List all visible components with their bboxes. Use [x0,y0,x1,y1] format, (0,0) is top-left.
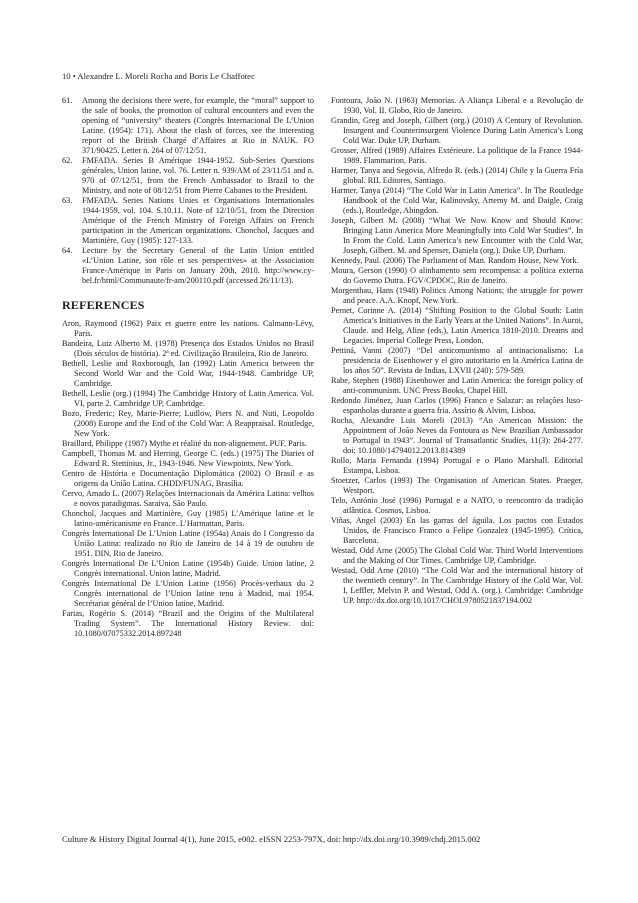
reference-entry: Redondo Jiménez, Juan Carlos (1996) Franco e Salazar: as relações luso-espanholas durante a guerra fria. Assírio & Alvim, Lisboa. [331,396,583,415]
reference-entry: Bethell, Leslie (org.) (1994) The Cambridge History of Latin America. Vol. VI, parte 2. Cambridge UP, Cambridge. [62,389,314,408]
endnote-text: FMFADA. Series B Amérique 1944-1952. Sub-Series Questions générales, Union latine, vol. 76. Letter n. 939/AM of 23/11/51 and n. 970 of 07/12/51, from the French Ambassador to Brazil to the Ministry, and note of 08/12/51 from Pierre Cabanes to the President. [82,156,314,195]
reference-entry: Harmer, Tanya and Segovia, Alfredo R. (eds.) (2014) Chile y la Guerra Fría global. RIL Editores, Santiago. [331,166,583,185]
endnote-text: Lecture by the Secretary General of the Latin Union entitled «L’Union Latine, son rôle et ses perspectives» at the Association France-Amérique in Paris on January 20th, 2010. http://www.cy-bel.fr/html/Communaute/fr-am/200110.pdf (accessed 26/11/13). [82,246,314,285]
endnote-text: Among the decisions there were, for example, the “moral” support to the sale of books, the promotion of cultural encounters and even the opening of “university” theaters (Congrès Internacional De L’Union Latine. (1954): 171). About the clash of forces, see the interesting report of the British Chargé d’Affaires at Rio in NAUK. FO 371/90425. Letter n. 264 of 07/12/51. [82,96,314,155]
reference-entry: Grandin, Greg and Joseph, Gilbert (org.) (2010) A Century of Revolution. Insurgent and Counterinsurgent Violence During Latin America’s Long Cold War. Duke UP, Durham. [331,116,583,145]
reference-entry: Stoetzer, Carlos (1993) The Organisation of American States. Praeger, Westport. [331,476,583,495]
reference-entry: Bozo, Frederic; Rey, Marie-Pierre; Ludlow, Piers N. and Nuti, Leopoldo (2008) Europe and the End of the Cold War: A Reappraisal. Routledge, New York. [62,409,314,438]
endnote-number: 61. [62,96,73,105]
reference-entry: Chonchol, Jacques and Martinière, Guy (1985) L’Amérique latine et le latino-américanisme en France. L’Harmattan, Paris. [62,509,314,528]
reference-entry: Aron, Raymond (1962) Paix et guerre entre les nations. Calmann-Lévy, Paris. [62,319,314,338]
reference-entry: Viñas, Angel (2003) En las garras del águila. Los pactos con Estados Unidos, de Francisco Franco a Felipe Gonzalez (1945-1995). Crítica, Barcelona. [331,516,583,545]
reference-entry: Congrès International De L’Union Latine (1954a) Anais do I Congresso da União Latina: realizado no Rio de Janeiro de 14 à 19 de outubro de 1951. DIN, Rio de Janeiro. [62,529,314,558]
endnote [62,156,314,196]
reference-entry: Moura, Gerson (1990) O alinhamento sem recompensa: a política externa do Governo Dutra. FGV/CPDOC, Rio de Janeiro. [331,266,583,285]
reference-entry: Telo, António José (1996) Portugal e a NATO, o reencontro da tradição atlântica. Cosmos, Lisboa. [331,496,583,515]
reference-entry: Rocha, Alexandre Luis Moreli (2013) “An American Mission: the Appointment of João Neves da Fontoura as New Brazilian Ambassador to Portugal in 1943”. Journal of Transatlantic Studies, 11(3): 264-277. doi: 10.1080/14794012.2013.814389 [331,416,583,455]
reference-entry: Fontoura, João N. (1963) Memorias. A Aliança Liberal e a Revolução de 1930, Vol. II. Globo, Rio de Janeiro. [331,96,583,115]
reference-entry: Harmer, Tanya (2014) “The Cold War in Latin America”. In The Routledge Handbook of the Cold War, Kalinovsky, Artemy M. and Daigle, Craig (eds.), Routledge, Abingdon. [331,186,583,215]
reference-entry: Farias, Rogério S. (2014) “Brazil and the Origins of the Multilateral Trading System”. The International History Review. doi: 10.1080/07075332.2014.897248 [62,609,314,638]
reference-entry: Bandeira, Luiz Alberto M. (1978) Presença dos Estados Unidos no Brasil (Dois séculos de história). 2ª ed. Civilização Brasileira, Rio de Janeiro. [62,339,314,358]
running-header: 10 • Alexandre L. Moreli Rocha and Boris Le Chaffotec [62,71,255,81]
right-column [331,96,583,606]
reference-entry: Grosser, Alfred (1989) Affaires Extérieure. La politique de la France 1944-1989. Flammarion, Paris. [331,146,583,165]
left-column [62,96,314,639]
endnote-number: 63. [62,196,73,205]
reference-entry: Centro de História e Documentação Diplomática (2002) O Brasil e as origens da União Latina. CHDD/FUNAG, Brasília. [62,469,314,488]
endnote [62,96,314,156]
page-footer: Culture & History Digital Journal 4(1), June 2015, e002. eISSN 2253-797X, doi: http://dx.doi.org/10.3989/chdj.2015.002 [62,834,481,844]
reference-entry: Congrès International De L’Union Latine (1956) Procès-verbaux du 2 Congrès international de l’Union latine tenu à Madrid, mai 1954. Secrétariat général de l’Union latine, Madrid. [62,579,314,608]
reference-entry: Bethell, Leslie and Roxborough, Ian (1992) Latin America between the Second World War and the Cold War, 1944-1948. Cambridge UP, Cambridge. [62,359,314,388]
reference-entry: Kennedy, Paul. (2006) The Parliament of Man. Random House, New York. [331,256,579,265]
reference-entry: Morgenthau, Hans (1948) Politics Among Nations; the struggle for power and peace. A.A. Knopf, New York. [331,286,583,305]
reference-entry: Westad, Odd Arne (2005) The Global Cold War. Third World Interventions and the Making of Our Times. Cambridge UP, Cambridge. [331,546,583,565]
reference-entry: Cervo, Amado L. (2007) Relações Internacionais da América Latina: velhos e novos paradigmas. Saraiva, São Paulo. [62,489,314,508]
reference-entry: Joseph, Gilbert M. (2008) “What We Now Know and Should Know: Bringing Latin America More Meaningfully into Cold War Studies”. In In From the Cold. Latin America’s new Encounter with the Cold War, Joseph, Gilbert. M. and Spenser, Daniela (org.). Duke UP, Durham. [331,216,583,255]
reference-entry: Westad, Odd Arne (2010) “The Cold War and the international history of the twentieth century”. In The Cambridge History of the Cold War, Vol. I, Leffler, Melvin P. and Westad, Odd A. (org.). Cambridge: Cambridge UP. http://dx.doi.org/10.1017/CHOL9780521837194.002 [331,566,583,605]
reference-entry: Congrès International De L’Union Latine (1954b) Guide. Union latine, 2 Congrès international. Union latine, Madrid. [62,559,314,578]
reference-entry: Campbell, Thomas M. and Herring, George C. (eds.) (1975) The Diaries of Edward R. Stettinius, Jr., 1943-1946. New Viewpoints, New York. [62,449,314,468]
reference-entry: Braillard, Philippe (1987) Mythe et réalité du non-alignement. PUF, Paris. [62,439,307,448]
reference-entry: Rabe, Stephen (1988) Eisenhower and Latin America: the foreign policy of anti-communism. UNC Press Books, Chapel Hill. [331,376,583,395]
reference-entry: Pernet, Corinne A. (2014) “Shifting Position to the Global South: Latin America’s Initiatives in the Early Years at the United Nations”. In Auroi, Claude. and Helg, Aline (eds.), Latin America 1810-2010. Dreams and Legacies. Imperial College Press, London. [331,306,583,345]
references-heading: REFERENCES [62,298,145,312]
endnote [62,196,314,246]
reference-entry: Rollo, Maria Fernanda (1994) Portugal e o Plano Marshall. Editorial Estampa, Lisboa. [331,456,583,475]
reference-entry: Pettiná, Vanni (2007) “Del anticomunismo al antinacionalismo: La presidencia de Eisenhower y el giro autoritario en la América Latina de los años 50”. Revista de Indias, LXVII (240): 579-589. [331,346,583,375]
endnote-text: FMFADA. Series Nations Unies et Organisations Internationales 1944-1959, vol. 104. S.10.11. Note of 12/10/51, from the Direction Amérique of the French Ministry of Foreign Affairs on French participation in the American organizations. Chonchol, Jacques and Martinière, Guy (1985): 127-133. [82,196,314,245]
endnote [62,246,314,286]
endnote-number: 62. [62,156,73,165]
endnote-number: 64. [62,246,73,255]
